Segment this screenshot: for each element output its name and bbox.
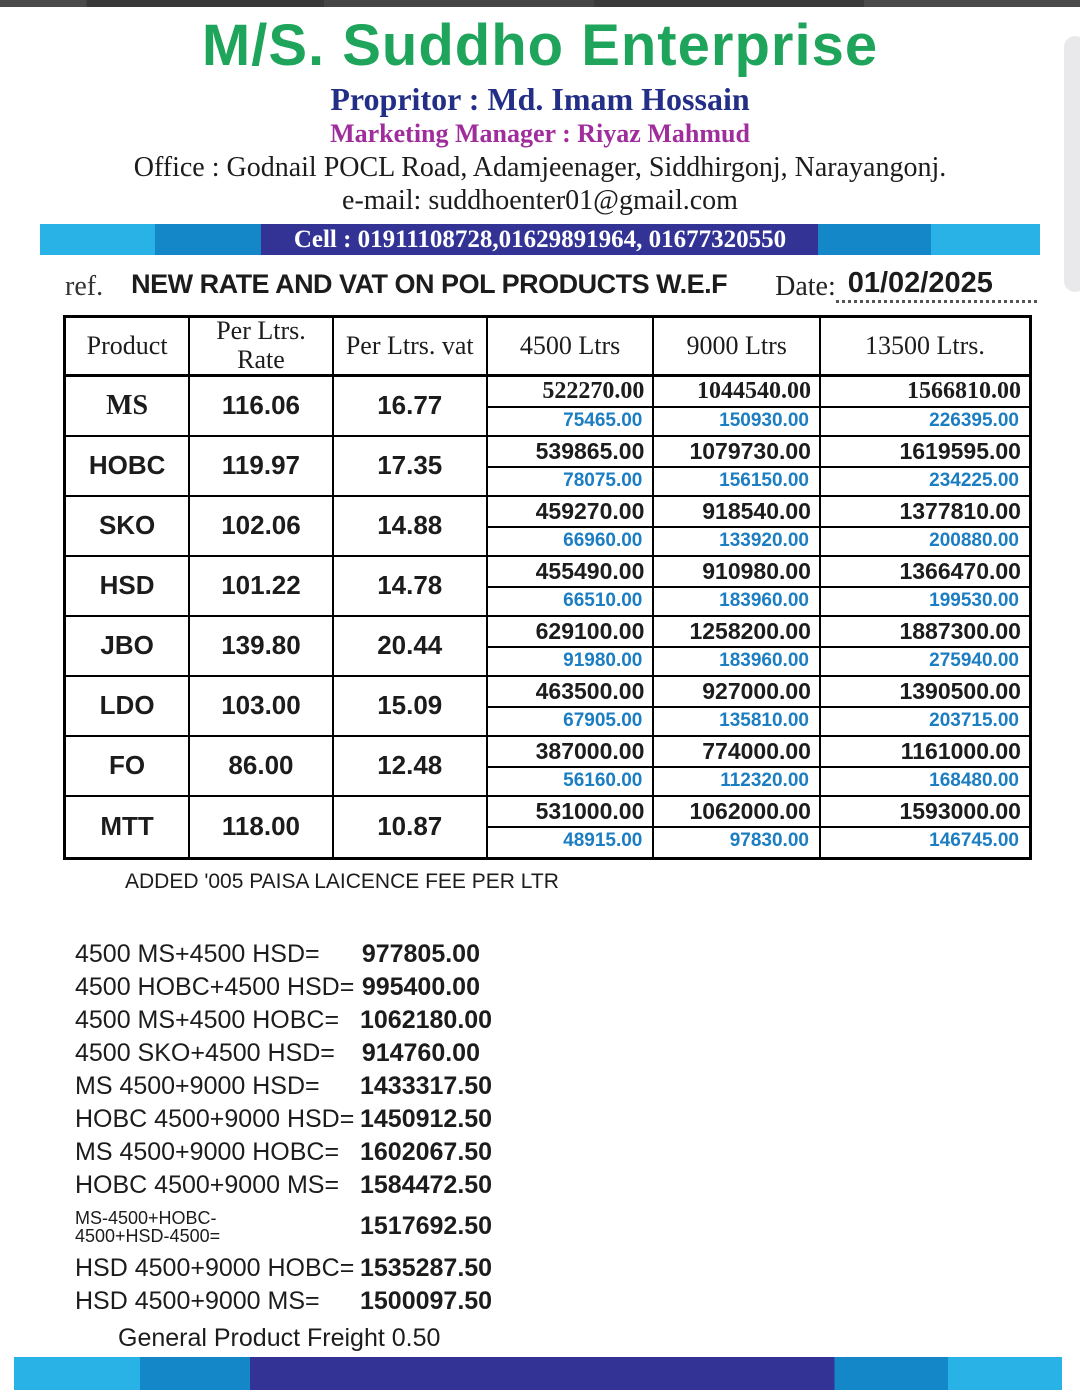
vat-amount-value: 133920.00	[719, 530, 809, 552]
combo-label: HSD 4500+9000 MS=	[75, 1286, 320, 1315]
amount-cell	[488, 737, 655, 795]
rate-cell: 118.00	[190, 797, 333, 857]
combo-row	[75, 1004, 1080, 1037]
product-cell: MS	[66, 377, 190, 435]
office-address: Office : Godnail POCL Road, Adamjeenager, Siddhirgonj, Narayangonj.	[133, 151, 947, 183]
vat-amount-value: 75465.00	[563, 410, 643, 432]
date-value: 01/02/2025	[847, 266, 993, 299]
vat-amount-value: 78075.00	[563, 470, 643, 492]
combo-label: HOBC 4500+9000 MS=	[75, 1170, 340, 1199]
vat-amount-value: 183960.00	[719, 650, 809, 672]
table-row	[66, 677, 1029, 737]
bottom-bar	[14, 1357, 1062, 1390]
rate-cell: 139.80	[190, 617, 333, 675]
amount-value: 774000.00	[654, 737, 819, 768]
amount-cell	[821, 797, 1029, 857]
vat-amount-value: 168480.00	[929, 770, 1019, 792]
amount-cell	[654, 437, 821, 495]
table-row	[66, 497, 1029, 557]
scan-edge-top	[0, 0, 1080, 7]
amount-cell	[654, 377, 821, 435]
combo-row	[75, 938, 1080, 971]
vat-amount-value: 203715.00	[929, 710, 1019, 732]
combo-row	[75, 1285, 1080, 1318]
product-cell: FO	[66, 737, 190, 795]
amount-cell	[488, 617, 655, 675]
amount-cell	[821, 617, 1029, 675]
vat-amount-value: 97830.00	[729, 830, 809, 852]
combo-value: 1602067.50	[360, 1137, 493, 1166]
amount-value: 927000.00	[654, 677, 819, 708]
vat-rate-cell: 12.48	[334, 737, 488, 795]
amount-value: 539865.00	[488, 437, 653, 468]
ref-label: ref.	[65, 270, 104, 302]
amount-cell	[654, 557, 821, 615]
amount-value: 459270.00	[488, 497, 653, 528]
vat-amount-value: 183960.00	[719, 590, 809, 612]
combo-row	[75, 1169, 1080, 1202]
combo-label: MS-4500+HOBC-4500+HSD-4500=	[75, 1207, 221, 1246]
cell-banner	[40, 224, 1040, 255]
amount-value: 1593000.00	[821, 797, 1029, 828]
vat-amount-value: 91980.00	[563, 650, 643, 672]
table-row	[66, 557, 1029, 617]
vat-amount-value: 200880.00	[929, 530, 1019, 552]
combo-value: 1535287.50	[360, 1253, 493, 1282]
amount-value: 1566810.00	[821, 377, 1029, 408]
vat-amount-value: 146745.00	[929, 830, 1019, 852]
marketing-manager-line: Marketing Manager : Riyaz Mahmud	[330, 118, 750, 148]
amount-value: 1366470.00	[821, 557, 1029, 588]
rate-cell: 101.22	[190, 557, 333, 615]
amount-value: 1161000.00	[821, 737, 1029, 768]
date-underline	[836, 266, 1037, 303]
amount-cell	[821, 377, 1029, 435]
amount-value: 1619595.00	[821, 437, 1029, 468]
combo-row	[75, 1136, 1080, 1169]
vat-amount-value: 150930.00	[719, 410, 809, 432]
product-cell: HOBC	[66, 437, 190, 495]
combo-label: MS 4500+9000 HSD=	[75, 1071, 320, 1100]
amount-value: 1258200.00	[654, 617, 819, 648]
combo-value: 1433317.50	[360, 1071, 493, 1100]
amount-value: 910980.00	[654, 557, 819, 588]
column-header: 4500 Ltrs	[488, 318, 655, 374]
letterhead	[0, 0, 1080, 255]
table-row	[66, 797, 1029, 857]
combo-row	[75, 1202, 1080, 1252]
combo-label: 4500 MS+4500 HSD=	[75, 939, 320, 968]
product-cell: HSD	[66, 557, 190, 615]
amount-cell	[654, 737, 821, 795]
amount-cell	[654, 677, 821, 735]
reference-row	[65, 265, 1037, 303]
amount-value: 1062000.00	[654, 797, 819, 828]
rate-cell: 102.06	[190, 497, 333, 555]
amount-value: 455490.00	[488, 557, 653, 588]
table-row	[66, 617, 1029, 677]
amount-value: 1377810.00	[821, 497, 1029, 528]
amount-value: 1390500.00	[821, 677, 1029, 708]
vat-amount-value: 199530.00	[929, 590, 1019, 612]
table-row	[66, 737, 1029, 797]
table-header-row	[66, 318, 1029, 377]
rate-cell: 119.97	[190, 437, 333, 495]
combo-value: 914760.00	[361, 1038, 480, 1067]
vat-amount-value: 234225.00	[929, 470, 1019, 492]
vat-amount-value: 226395.00	[929, 410, 1019, 432]
product-cell: JBO	[66, 617, 190, 675]
combo-value: 1450912.50	[360, 1104, 493, 1133]
vat-amount-value: 156150.00	[719, 470, 809, 492]
amount-cell	[488, 497, 655, 555]
combo-value: 995400.00	[361, 972, 480, 1001]
combo-label: 4500 SKO+4500 HSD=	[75, 1038, 335, 1067]
amount-value: 918540.00	[654, 497, 819, 528]
combo-row	[75, 1103, 1080, 1136]
combo-value: 1500097.50	[360, 1286, 493, 1315]
vat-amount-value: 135810.00	[719, 710, 809, 732]
column-header: 9000 Ltrs	[654, 318, 821, 374]
combo-label: 4500 MS+4500 HOBC=	[75, 1005, 340, 1034]
combo-value: 977805.00	[361, 939, 480, 968]
column-header: Product	[66, 318, 190, 374]
rate-cell: 86.00	[190, 737, 333, 795]
amount-value: 1887300.00	[821, 617, 1029, 648]
vat-amount-value: 66960.00	[563, 530, 643, 552]
amount-value: 629100.00	[488, 617, 653, 648]
vat-amount-value: 48915.00	[563, 830, 643, 852]
combo-row	[75, 1037, 1080, 1070]
vat-amount-value: 275940.00	[929, 650, 1019, 672]
combo-value: 1062180.00	[360, 1005, 493, 1034]
combo-label: 4500 HOBC+4500 HSD=	[75, 972, 355, 1001]
combo-label: HOBC 4500+9000 HSD=	[75, 1104, 355, 1133]
amount-cell	[654, 617, 821, 675]
amount-value: 531000.00	[488, 797, 653, 828]
amount-cell	[488, 557, 655, 615]
product-cell: MTT	[66, 797, 190, 857]
amount-value: 522270.00	[488, 377, 653, 408]
combo-label: MS 4500+9000 HOBC=	[75, 1137, 340, 1166]
amount-cell	[488, 797, 655, 857]
vat-amount-value: 112320.00	[720, 770, 809, 792]
combo-row	[75, 1252, 1080, 1285]
rate-cell: 103.00	[190, 677, 333, 735]
amount-cell	[821, 437, 1029, 495]
amount-cell	[821, 677, 1029, 735]
amount-cell	[654, 497, 821, 555]
cell-numbers: Cell : 01911108728,01629891964, 01677320550	[293, 225, 787, 253]
amount-value: 1079730.00	[654, 437, 819, 468]
amount-cell	[654, 797, 821, 857]
table-row	[66, 377, 1029, 437]
amount-cell	[488, 377, 655, 435]
amount-cell	[821, 497, 1029, 555]
product-cell: SKO	[66, 497, 190, 555]
vat-amount-value: 66510.00	[563, 590, 643, 612]
vat-rate-cell: 10.87	[334, 797, 488, 857]
vat-rate-cell: 15.09	[334, 677, 488, 735]
proprietor-line: Propritor : Md. Imam Hossain	[330, 80, 750, 117]
vat-rate-cell: 17.35	[334, 437, 488, 495]
combo-value: 1517692.50	[360, 1212, 493, 1241]
vat-amount-value: 56160.00	[563, 770, 643, 792]
combo-list	[75, 938, 1080, 1318]
combo-row	[75, 971, 1080, 1004]
vat-rate-cell: 20.44	[334, 617, 488, 675]
date-field	[775, 266, 1037, 303]
combo-label: HSD 4500+9000 HOBC=	[75, 1253, 355, 1282]
column-header: Per Ltrs. vat	[334, 318, 488, 374]
amount-cell	[488, 437, 655, 495]
table-row	[66, 437, 1029, 497]
date-label: Date:	[775, 270, 836, 302]
column-header: 13500 Ltrs.	[865, 330, 985, 360]
combo-row	[75, 1070, 1080, 1103]
page-title: NEW RATE AND VAT ON POL PRODUCTS W.E.F	[131, 268, 728, 299]
amount-cell	[488, 677, 655, 735]
amount-cell	[821, 737, 1029, 795]
licence-fee-note: ADDED '005 PAISA LAICENCE FEE PER LTR	[125, 869, 559, 893]
product-cell: LDO	[66, 677, 190, 735]
combo-value: 1584472.50	[360, 1170, 493, 1199]
freight-note: General Product Freight 0.50	[118, 1323, 441, 1352]
email-line: e-mail: suddhoenter01@gmail.com	[342, 184, 738, 216]
vat-rate-cell: 14.88	[334, 497, 488, 555]
amount-value: 1044540.00	[654, 377, 819, 408]
scan-edge-right	[1064, 36, 1080, 292]
amount-cell	[821, 557, 1029, 615]
rate-cell: 116.06	[190, 377, 333, 435]
vat-rate-cell: 16.77	[334, 377, 488, 435]
vat-rate-cell: 14.78	[334, 557, 488, 615]
amount-value: 463500.00	[488, 677, 653, 708]
company-name: M/S. Suddho Enterprise	[201, 13, 879, 78]
rate-table	[63, 315, 1032, 860]
vat-amount-value: 67905.00	[563, 710, 643, 732]
column-header: Per Ltrs. Rate	[190, 318, 333, 374]
amount-value: 387000.00	[488, 737, 653, 768]
